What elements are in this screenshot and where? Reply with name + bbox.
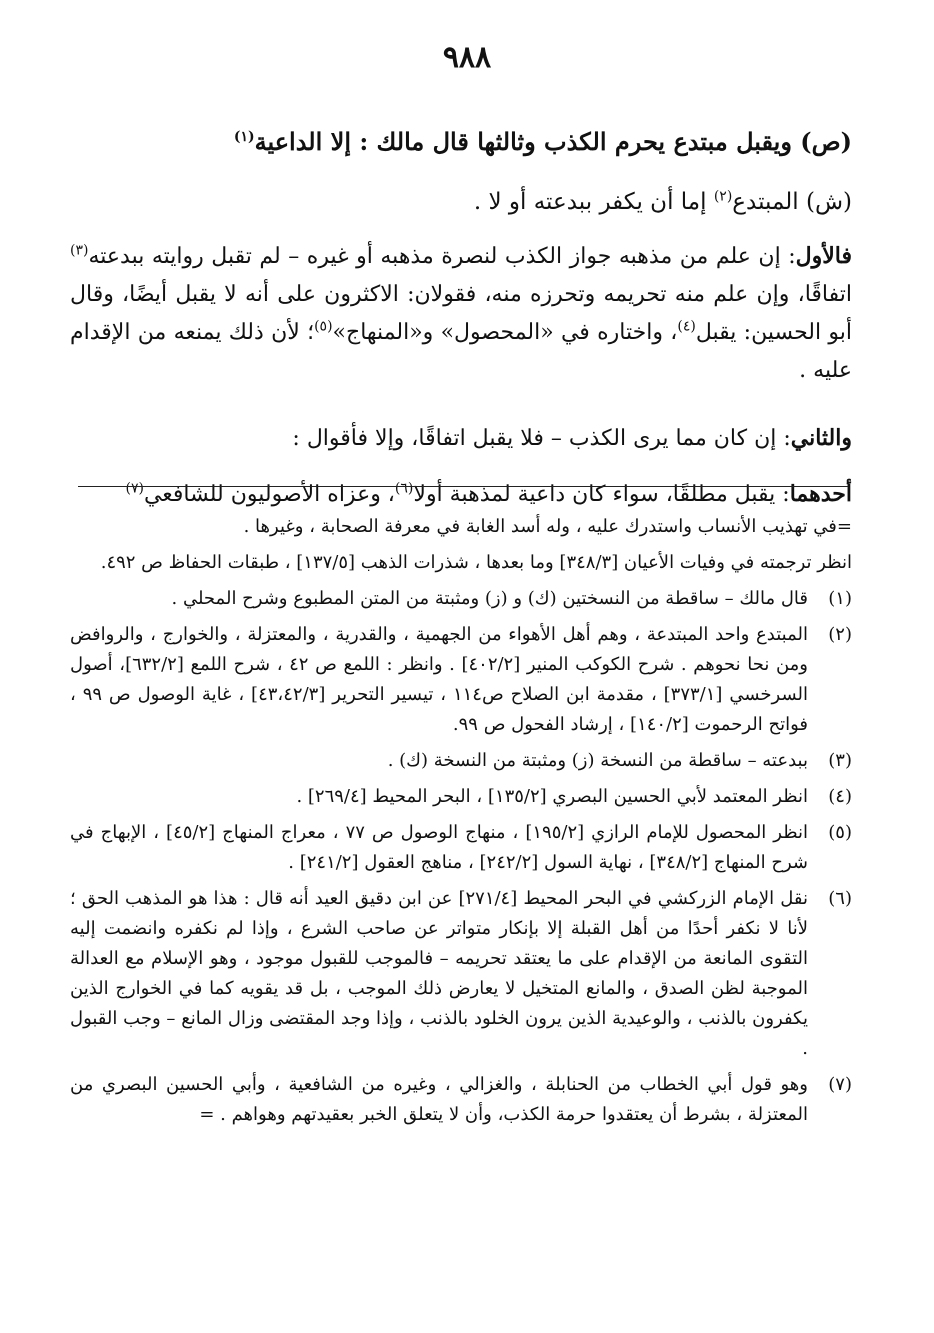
matn-heading-text: (ص) ويقبل مبتدع يحرم الكذب وثالثها قال مالك : إلا الداعية	[254, 127, 852, 156]
footnote-continuation: =في تهذيب الأنساب واستدرك عليه ، وله أسد الغابة في معرفة الصحابة ، وغيرها .	[243, 516, 852, 537]
sharh-prefix: (ش) المبتدع	[732, 189, 852, 215]
footnote-ref[interactable]: (٥)	[314, 318, 333, 335]
paragraph-text: ، وعزاه الأصوليون للشافعي	[143, 482, 395, 507]
paragraph-lead: أحدهما	[789, 481, 852, 507]
footnote-text: انظر المحصول للإمام الرازي [١٩٥/٢] ، منهاج الوصول ص ٧٧ ، معراج المنهاج [٤٥/٢] ، الإبهاج في شرح المنهاج [٣٤٨/٢] ، نهاية السول [٢٤٢/٢] ، مناهج العقول [٢٤١/٢] .	[70, 822, 809, 873]
footnote-ref[interactable]: (١)	[233, 129, 255, 145]
footnote-continuation: انظر ترجمته في وفيات الأعيان [٣٤٨/٣] وما بعدها ، شذرات الذهب [١٣٧/٥] ، طبقات الحفاظ ص ٤٩٢.	[100, 552, 852, 573]
paragraph-text: ، واختاره في «المحصول» و«المنهاج»	[332, 320, 678, 345]
paragraph-second	[70, 419, 852, 458]
footnote-text: انظر المعتمد لأبي الحسين البصري [١٣٥/٢] ، البحر المحيط [٢٦٩/٤] .	[296, 786, 808, 807]
paragraph-text: : إن علم من مذهبه جواز الكذب لنصرة مذهبه أو غيره – لم تقبل روايته ببدعته	[88, 244, 796, 269]
footnote	[70, 818, 852, 878]
paragraph-text: ؛ لأن ذلك يمنعه من الإقدام عليه .	[70, 320, 852, 383]
footnote-ref[interactable]: (٧)	[125, 480, 144, 497]
footnote-number: (٢)	[828, 624, 852, 645]
footnote	[70, 746, 852, 776]
footnote-text: ببدعته – ساقطة من النسخة (ز) ومثبتة من النسخة (ك) .	[387, 750, 808, 771]
footnote-number: (٤)	[828, 786, 852, 807]
paragraph-text: اتفاقًا، وإن علم منه تحريمه وتحرزه منه، فقولان: الاكثرون على أنه لا يقبل أيضًا، وقال أبو الحسين: يقبل	[70, 282, 852, 345]
footnote-text: وهو قول أبي الخطاب من الحنابلة ، والغزالي ، وغيره من الشافعية ، وأبي الحسين البصري من المعتزلة ، بشرط أن يعتقدوا حرمة الكذب، وأن لا يتعلق الخبر بعقيدتهم وهواهم . =	[70, 1074, 808, 1125]
footnote	[70, 584, 852, 614]
footnote-ref[interactable]: (٦)	[394, 480, 414, 497]
footnote-ref[interactable]: (٣)	[70, 242, 89, 259]
footnote-text: نقل الإمام الزركشي في البحر المحيط [٢٧١/٤] عن ابن دقيق العيد أنه قال : هذا هو المذهب الحق ؛ لأنا لا نكفر أحدًا من أهل القبلة إلا بإنكار متواتر عن صاحب الشرع ، وإذا لم نكفره وانضمت إليه التقوى المانعة من الإقدام على ما يعتقد تحريمه – فالموجب للقبول موجود ، وهو الإسلام مع العدالة الموجبة لظن الصدق ، والمانع المتخيل لا يعارض ذلك الموجب ، بل قد يقويه كما في الخوارج الذين يكفرون بالذنب ، والوعيدية الذين يرون الخلود بالذنب ، وإذا وجد المقتضى وزال المانع – وجب القبول .	[70, 888, 808, 1059]
paragraph-first	[70, 237, 852, 390]
paragraph-lead: والثاني	[790, 425, 852, 451]
sharh-text: إما أن يكفر ببدعته أو لا .	[473, 189, 714, 215]
footnote-separator	[78, 486, 848, 487]
paragraph-third	[70, 475, 852, 514]
footnote-text: المبتدع واحد المبتدعة ، وهم أهل الأهواء من الجهمية ، والقدرية ، والمعتزلة ، والخوارج ، والروافض ومن نحا نحوهم . شرح الكوكب المنير [٤٠٢/٢] . وانظر : اللمع ص ٤٢ ، شرح اللمع [٦٣٢/٢]، أصول السرخسي [٣٧٣/١] ، مقدمة ابن الصلاح ص١١٤ ، تيسير التحرير [٤٣،٤٢/٣] ، غاية الوصول ص ٩٩ ، فواتح الرحموت [١٤٠/٢] ، إرشاد الفحول ص ٩٩.	[70, 624, 808, 735]
paragraph-text: : إن كان مما يرى الكذب – فلا يقبل اتفاقًا، وإلا فأقوال :	[292, 426, 791, 451]
footnote-number: (٣)	[828, 750, 852, 771]
footnote-number: (١)	[828, 588, 852, 609]
footnote	[70, 782, 852, 812]
footnote-number: (٥)	[828, 822, 852, 843]
footnote	[70, 620, 852, 740]
footnote-ref[interactable]: (٢)	[713, 188, 733, 205]
footnote-number: (٦)	[828, 888, 852, 909]
page-number: ٩٨٨	[442, 40, 492, 75]
sharh-intro	[70, 183, 852, 221]
paragraph-text: : يقبل مطلقًا، سواء كان داعية لمذهبة أولا	[413, 482, 790, 507]
matn-heading	[70, 122, 852, 162]
footnotes-section	[70, 512, 852, 1136]
footnote	[70, 1070, 852, 1130]
footnote-number: (٧)	[828, 1074, 852, 1095]
paragraph-lead: فالأول	[795, 243, 852, 269]
footnote-ref[interactable]: (٤)	[677, 318, 696, 335]
footnote-text: قال مالك – ساقطة من النسختين (ك) و (ز) ومثبتة من المتن المطبوع وشرح المحلي .	[171, 588, 808, 609]
footnote	[70, 884, 852, 1064]
